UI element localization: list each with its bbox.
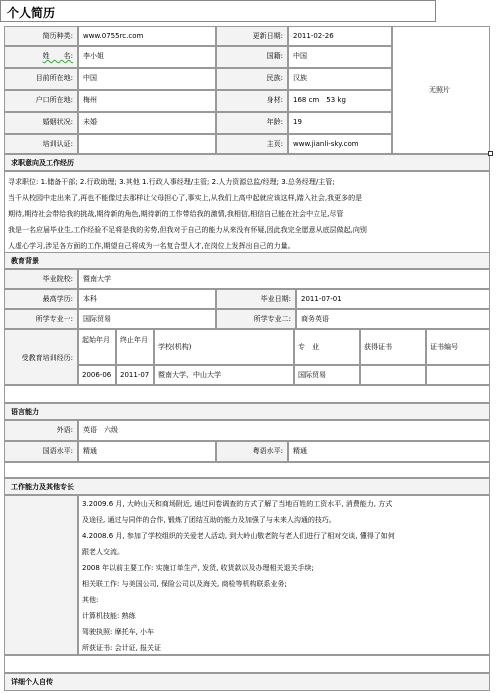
current-location-value: 中国 — [78, 68, 216, 90]
marital-value: 未婚 — [78, 112, 216, 134]
intent-line: 人虚心学习,涉足各方面的工作,期望自己将成为一名复合型人才,在岗位上发挥出自己的力量。 — [8, 242, 295, 250]
skills-line: 3.2009.6 月, 大岭山天和商场附近, 通过问卷调查的方式了解了当地百姓的工资水平, 消费能力, 方式 — [82, 500, 393, 508]
major2-label: 所学专业二: — [216, 309, 296, 329]
photo-box — [392, 26, 490, 154]
skills-left-cell — [4, 495, 78, 655]
row-end: 2011-07 — [116, 365, 154, 385]
training-label: 培训认证: — [4, 134, 78, 154]
row-start: 2006-06 — [78, 365, 116, 385]
col-start: 起始年月 — [78, 329, 116, 365]
title-bar — [0, 0, 436, 22]
ethnic-label: 民族: — [216, 68, 288, 90]
name-value: 李小姐 — [78, 46, 216, 68]
row-certno — [426, 365, 490, 385]
nationality-label: 国籍: — [216, 46, 288, 68]
age-label: 年龄: — [216, 112, 288, 134]
foreign-language-value: 英语 六级 — [78, 420, 490, 441]
resume-type-label: 简历种类: — [4, 26, 78, 46]
cantonese-value: 精通 — [288, 441, 490, 462]
photo-placeholder: 无照片 — [429, 86, 450, 94]
education-history-label: 受教育培训经历: — [4, 329, 78, 385]
hukou-label: 户口所在地: — [4, 90, 78, 112]
degree-value: 本科 — [78, 289, 216, 309]
skills-spacer — [4, 655, 490, 673]
mandarin-value: 精通 — [78, 441, 216, 462]
training-value — [78, 134, 216, 154]
section-header-intent: 求职意向及工作经历 — [4, 154, 490, 171]
intent-paragraph — [8, 174, 488, 254]
section-header-detail: 详细个人自传 — [4, 673, 490, 691]
major1-value: 国际贸易 — [78, 309, 216, 329]
col-major: 专 业 — [294, 329, 360, 365]
homepage-value[interactable]: www.jianli-sky.com — [288, 134, 392, 154]
skills-line: 其他: — [82, 596, 99, 604]
skills-line: 及途径, 通过与同伴的合作, 锻炼了团结互助的能力及加强了与未来人沟通的技巧。 — [82, 516, 336, 524]
resume-type-value: www.0755rc.com — [78, 26, 216, 46]
hukou-value: 梅州 — [78, 90, 216, 112]
skills-line: 计算机技能: 熟练 — [82, 612, 136, 620]
row-school: 暨南大学、中山大学 — [154, 365, 294, 385]
homepage-label: 主页: — [216, 134, 288, 154]
grad-date-label: 毕业日期: — [216, 289, 296, 309]
update-label: 更新日期: — [216, 26, 288, 46]
major1-label: 所学专业一: — [4, 309, 78, 329]
skills-line: 相关联工作: 与美国公司, 保险公司以及海关, 商检等机构联系业务; — [82, 580, 287, 588]
school-label: 毕业院校: — [4, 269, 78, 289]
page-title: 个人简历 — [7, 6, 56, 20]
skills-line: 驾驶执照: 摩托车, 小车 — [82, 628, 155, 636]
section-header-language: 语言能力 — [4, 403, 490, 420]
cantonese-label: 粤语水平: — [216, 441, 288, 462]
col-cert: 获得证书 — [360, 329, 426, 365]
intent-line: 当千从校园中走出来了,再也不能像过去那样让父母担心了,事实上,从我们上高中起就应该这样,踏入社会,我更多的是 — [8, 194, 363, 202]
intent-line: 期待,期待社会带给我的挑战,期待新的角色,期待新的工作带给我的激情,我相信,相信自己能在社会中立足,尽管 — [8, 210, 344, 218]
major2-value: 商务英语 — [296, 309, 490, 329]
intent-body — [4, 171, 490, 255]
nationality-value: 中国 — [288, 46, 392, 68]
marital-label: 婚姻状况: — [4, 112, 78, 134]
intent-line: 我是一名应届毕业生,工作经验不足将是我的劣势,但我对于自己的能力从来没有怀疑,因此我完全愿意从底层做起,向别 — [8, 226, 367, 234]
mandarin-label: 国语水平: — [4, 441, 78, 462]
degree-label: 最高学历: — [4, 289, 78, 309]
body-label: 身材: — [216, 90, 288, 112]
col-certno: 证书编号 — [426, 329, 490, 365]
update-value: 2011-02-26 — [288, 26, 392, 46]
section-header-skills: 工作能力及其他专长 — [4, 478, 490, 495]
ethnic-value: 汉族 — [288, 68, 392, 90]
skills-line: 2008 年以前主要工作: 实施订单生产, 发货, 收货款以及办理相关退关手续; — [82, 564, 314, 572]
skills-line: 跟老人交流。 — [82, 548, 124, 556]
name-label: 姓 名: — [4, 46, 78, 68]
col-end: 终止年月 — [116, 329, 154, 365]
skills-line: 4.2008.6 月, 参加了学校组织的关爱老人活动, 到大岭山敬老院与老人们进行了相对交谈, 懂得了如何 — [82, 532, 395, 540]
skills-body — [78, 495, 490, 655]
foreign-language-label: 外语: — [4, 420, 78, 441]
grad-date-value: 2011-07-01 — [296, 289, 490, 309]
language-spacer — [4, 462, 490, 478]
age-value: 19 — [288, 112, 392, 134]
section-header-education: 教育背景 — [4, 252, 490, 269]
resize-handle[interactable] — [488, 151, 493, 156]
intent-line: 寻求职位: 1.储备干部; 2.行政助理; 3.其他 1.行政人事经理/主管; 2.人力资源总监/经理; 3.总务经理/主管; — [8, 178, 335, 186]
row-cert — [360, 365, 426, 385]
body-value: 168 cm 53 kg — [288, 90, 392, 112]
school-value: 暨南大学 — [78, 269, 490, 289]
current-location-label: 目前所在地: — [4, 68, 78, 90]
skills-paragraph — [82, 496, 490, 656]
skills-line: 所获证书: 会计证, 报关证 — [82, 644, 162, 652]
col-school: 学校(机构) — [154, 329, 294, 365]
row-major: 国际贸易 — [294, 365, 360, 385]
education-spacer — [4, 385, 490, 403]
